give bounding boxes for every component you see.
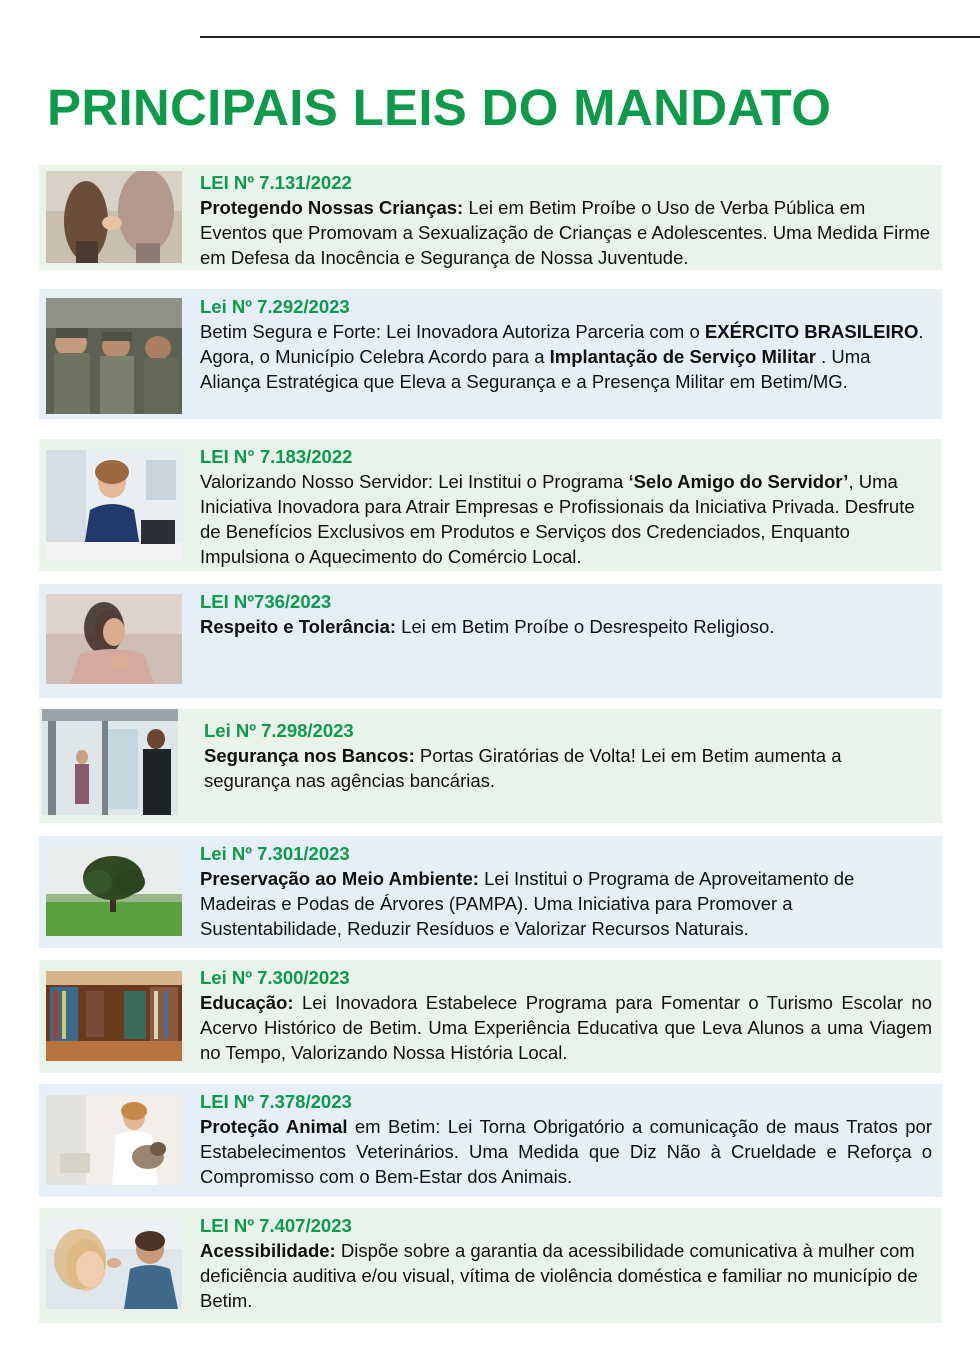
law-description bbox=[200, 1114, 932, 1189]
law-text bbox=[204, 719, 932, 793]
law-item-7292 bbox=[39, 289, 942, 419]
law-description bbox=[200, 990, 932, 1065]
top-rule bbox=[200, 36, 980, 38]
law-heading: Segurança nos Bancos: bbox=[204, 745, 415, 766]
law-summary: Lei em Betim Proíbe o Uso de Verba Pública em Eventos que Promovam a Sexualização de Crianças e Adolescentes. Uma Medida Firme em Defesa da Inocência e Segurança de Nossa Juventude. bbox=[200, 197, 931, 268]
law-item-7298 bbox=[39, 709, 942, 823]
law-item-7131 bbox=[39, 165, 942, 270]
law-summary: Dispõe sobre a garantia da acessibilidade comunicativa à mulher com deficiência auditiva e/ou visual, vítima de violência doméstica e familiar no município de Betim. bbox=[200, 1240, 918, 1311]
law-heading: Acessibilidade: bbox=[200, 1240, 336, 1261]
law-description bbox=[200, 614, 932, 639]
law-item-7407 bbox=[39, 1208, 942, 1323]
law-summary: em Betim: Lei Torna Obrigatório a comunicação de maus Tratos por Estabelecimentos Veterinários. Uma Medida que Diz Não à Crueldade e Reforça o Compromisso com o Bem-Estar dos Animais. bbox=[200, 1116, 932, 1187]
law-heading: Educação: bbox=[200, 992, 294, 1013]
law-summary: . Uma Aliança Estratégica que Eleva a Segurança e a Presença Militar em Betim/MG. bbox=[200, 346, 871, 392]
law-item-7300 bbox=[39, 960, 942, 1073]
law-summary: , Uma Iniciativa Inovadora para Atrair Empresas e Profissionais da Iniciativa Privada. Desfrute de Benefícios Exclusivos em Produtos e Serviços dos Credenciados, Enquanto Impulsiona o Aquecimento do Comércio Local. bbox=[200, 471, 915, 567]
law-item-7183 bbox=[39, 439, 942, 571]
law-number: LEI Nº 7.131/2022 bbox=[200, 172, 352, 193]
law-text bbox=[200, 966, 932, 1065]
bank-security-door-photo bbox=[42, 709, 178, 815]
law-number: LEI Nº736/2023 bbox=[200, 591, 332, 612]
tree-in-field-photo bbox=[46, 846, 182, 936]
businesswoman-at-desk-photo bbox=[46, 450, 182, 560]
law-number: LEI N° 7.183/2022 bbox=[200, 446, 353, 467]
law-description bbox=[200, 195, 932, 270]
law-summary: Valorizando Nosso Servidor: Lei Institui o Programa bbox=[200, 471, 629, 492]
law-description bbox=[200, 1238, 932, 1313]
law-description bbox=[200, 469, 932, 569]
law-text bbox=[200, 295, 932, 394]
law-number: Lei Nº 7.301/2023 bbox=[200, 843, 350, 864]
law-highlight: Implantação de Serviço Militar bbox=[549, 346, 816, 367]
law-highlight: EXÉRCITO BRASILEIRO bbox=[704, 321, 919, 342]
law-number: LEI Nº 7.407/2023 bbox=[200, 1215, 352, 1236]
law-text bbox=[200, 445, 932, 569]
library-bookshelves-photo bbox=[46, 971, 182, 1061]
law-summary: Lei em Betim Proíbe o Desrespeito Religioso. bbox=[396, 616, 775, 637]
page-title: PRINCIPAIS LEIS DO MANDATO bbox=[47, 79, 832, 136]
law-number: Lei Nº 7.300/2023 bbox=[200, 967, 350, 988]
veterinarian-with-dog-photo bbox=[46, 1095, 182, 1185]
hearing-aid-fitting-photo bbox=[46, 1219, 182, 1309]
law-number: Lei Nº 7.292/2023 bbox=[200, 296, 350, 317]
law-summary: Betim Segura e Forte: Lei Inovadora Autoriza Parceria com o bbox=[200, 321, 705, 342]
law-heading: Preservação ao Meio Ambiente: bbox=[200, 868, 479, 889]
law-description bbox=[200, 866, 932, 941]
law-summary: . Agora, o Município Celebra Acordo para a bbox=[200, 321, 924, 367]
law-description bbox=[200, 319, 932, 394]
law-item-736 bbox=[39, 584, 942, 698]
woman-praying-photo bbox=[46, 594, 182, 684]
children-holding-hands-photo bbox=[46, 171, 182, 263]
law-item-7301 bbox=[39, 836, 942, 948]
law-item-7378 bbox=[39, 1084, 942, 1197]
law-text bbox=[200, 171, 932, 270]
law-text bbox=[200, 1090, 932, 1189]
law-heading: Respeito e Tolerância: bbox=[200, 616, 397, 637]
law-text bbox=[200, 590, 932, 639]
law-summary: Lei Institui o Programa de Aproveitamento de Madeiras e Podas de Árvores (PAMPA). Uma Iniciativa para Promover a Sustentabilidade, Reduzir Resíduos e Valorizar Recursos Naturais. bbox=[200, 868, 855, 939]
law-text bbox=[200, 842, 932, 941]
law-summary: Lei Inovadora Estabelece Programa para Fomentar o Turismo Escolar no Acervo Histórico de Betim. Uma Experiência Educativa que Leva Alunos a uma Viagem no Tempo, Valorizando Nossa História Local. bbox=[200, 992, 932, 1063]
law-number: LEI Nº 7.378/2023 bbox=[200, 1091, 352, 1112]
soldiers-saluting-photo bbox=[46, 298, 182, 414]
law-highlight: ‘Selo Amigo do Servidor’ bbox=[628, 471, 849, 492]
law-heading: Protegendo Nossas Crianças: bbox=[200, 197, 464, 218]
law-number: Lei Nº 7.298/2023 bbox=[204, 720, 354, 741]
law-heading: Proteção Animal bbox=[200, 1116, 348, 1137]
law-text bbox=[200, 1214, 932, 1313]
law-description bbox=[204, 743, 932, 793]
law-summary: Portas Giratórias de Volta! Lei em Betim aumenta a segurança nas agências bancárias. bbox=[204, 745, 842, 791]
